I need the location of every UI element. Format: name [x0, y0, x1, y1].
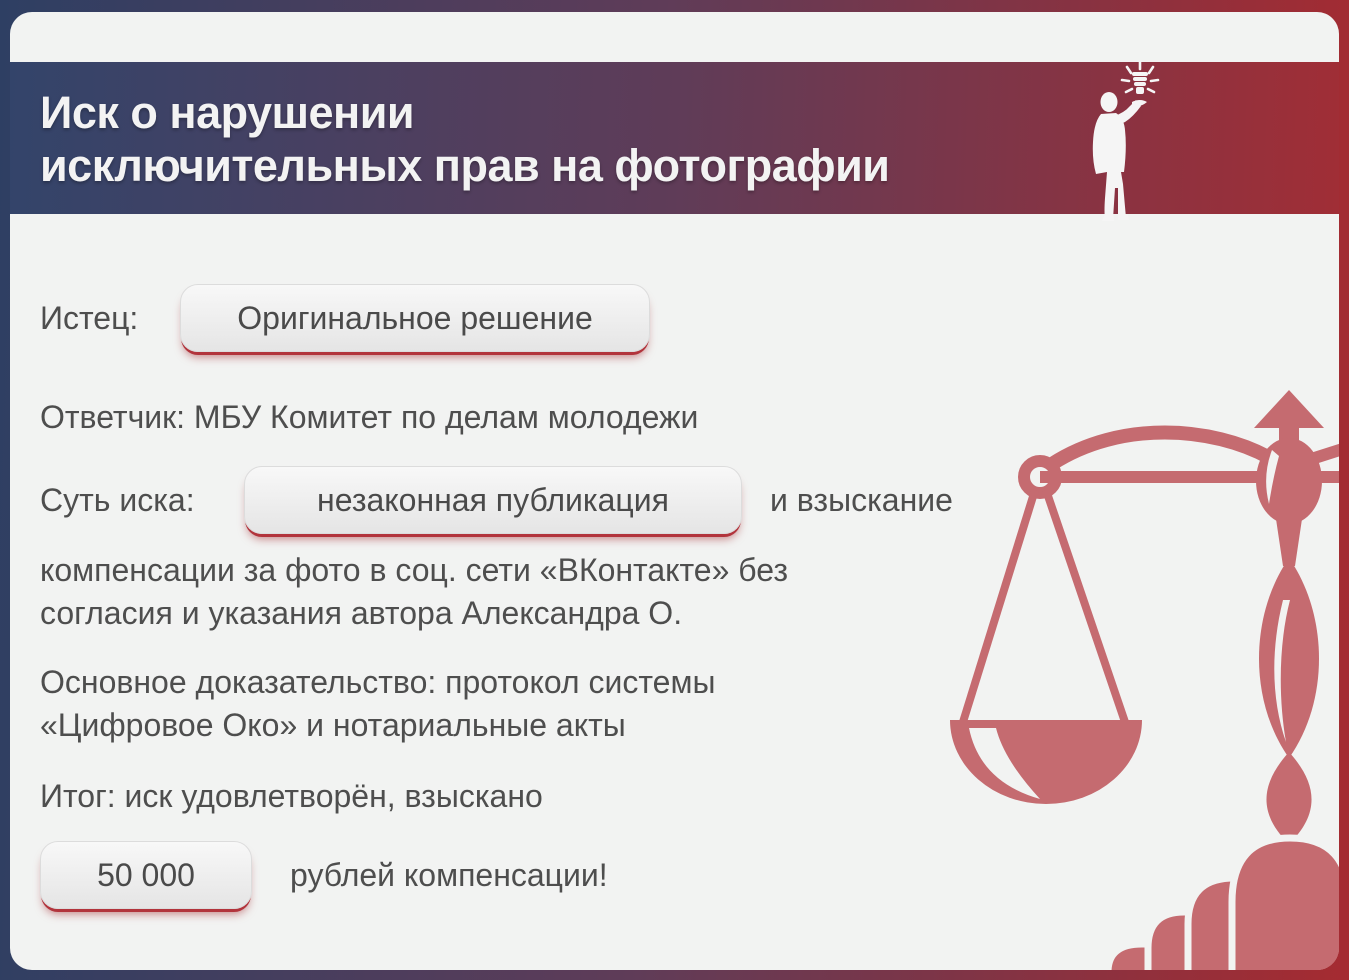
claim-paragraph-line1: компенсации за фото в соц. сети «ВКонтакте» без — [40, 552, 789, 588]
claim-paragraph-line2: согласия и указания автора Александра О. — [40, 595, 683, 631]
defendant-line: Ответчик: МБУ Комитет по делам молодежи — [40, 399, 699, 435]
result-line: Итог: иск удовлетворён, взыскано — [40, 778, 543, 814]
page-title-line2: исключительных прав на фотографии — [40, 140, 890, 191]
plaintiff-label: Истец: — [40, 299, 139, 336]
case-summary — [10, 12, 1339, 970]
plaintiff-row — [40, 283, 650, 353]
content-panel — [10, 12, 1339, 970]
evidence-paragraph-line2: «Цифровое Око» и нотариальные акты — [40, 707, 626, 743]
evidence-paragraph — [40, 661, 715, 747]
amount-suffix: рублей компенсации! — [290, 856, 608, 893]
claim-row — [40, 465, 953, 535]
evidence-paragraph-line1: Основное доказательство: протокол системы — [40, 664, 716, 700]
claim-label: Суть иска: — [40, 481, 195, 518]
plaintiff-value-pill[interactable]: Оригинальное решение — [180, 284, 650, 352]
claim-suffix: и взыскание — [770, 481, 953, 518]
page-title-line1: Иск о нарушении — [40, 87, 415, 138]
claim-value-pill[interactable]: незаконная публикация — [244, 466, 742, 534]
amount-row — [40, 840, 608, 910]
amount-pill[interactable]: 50 000 — [40, 841, 252, 909]
claim-paragraph — [40, 549, 788, 635]
